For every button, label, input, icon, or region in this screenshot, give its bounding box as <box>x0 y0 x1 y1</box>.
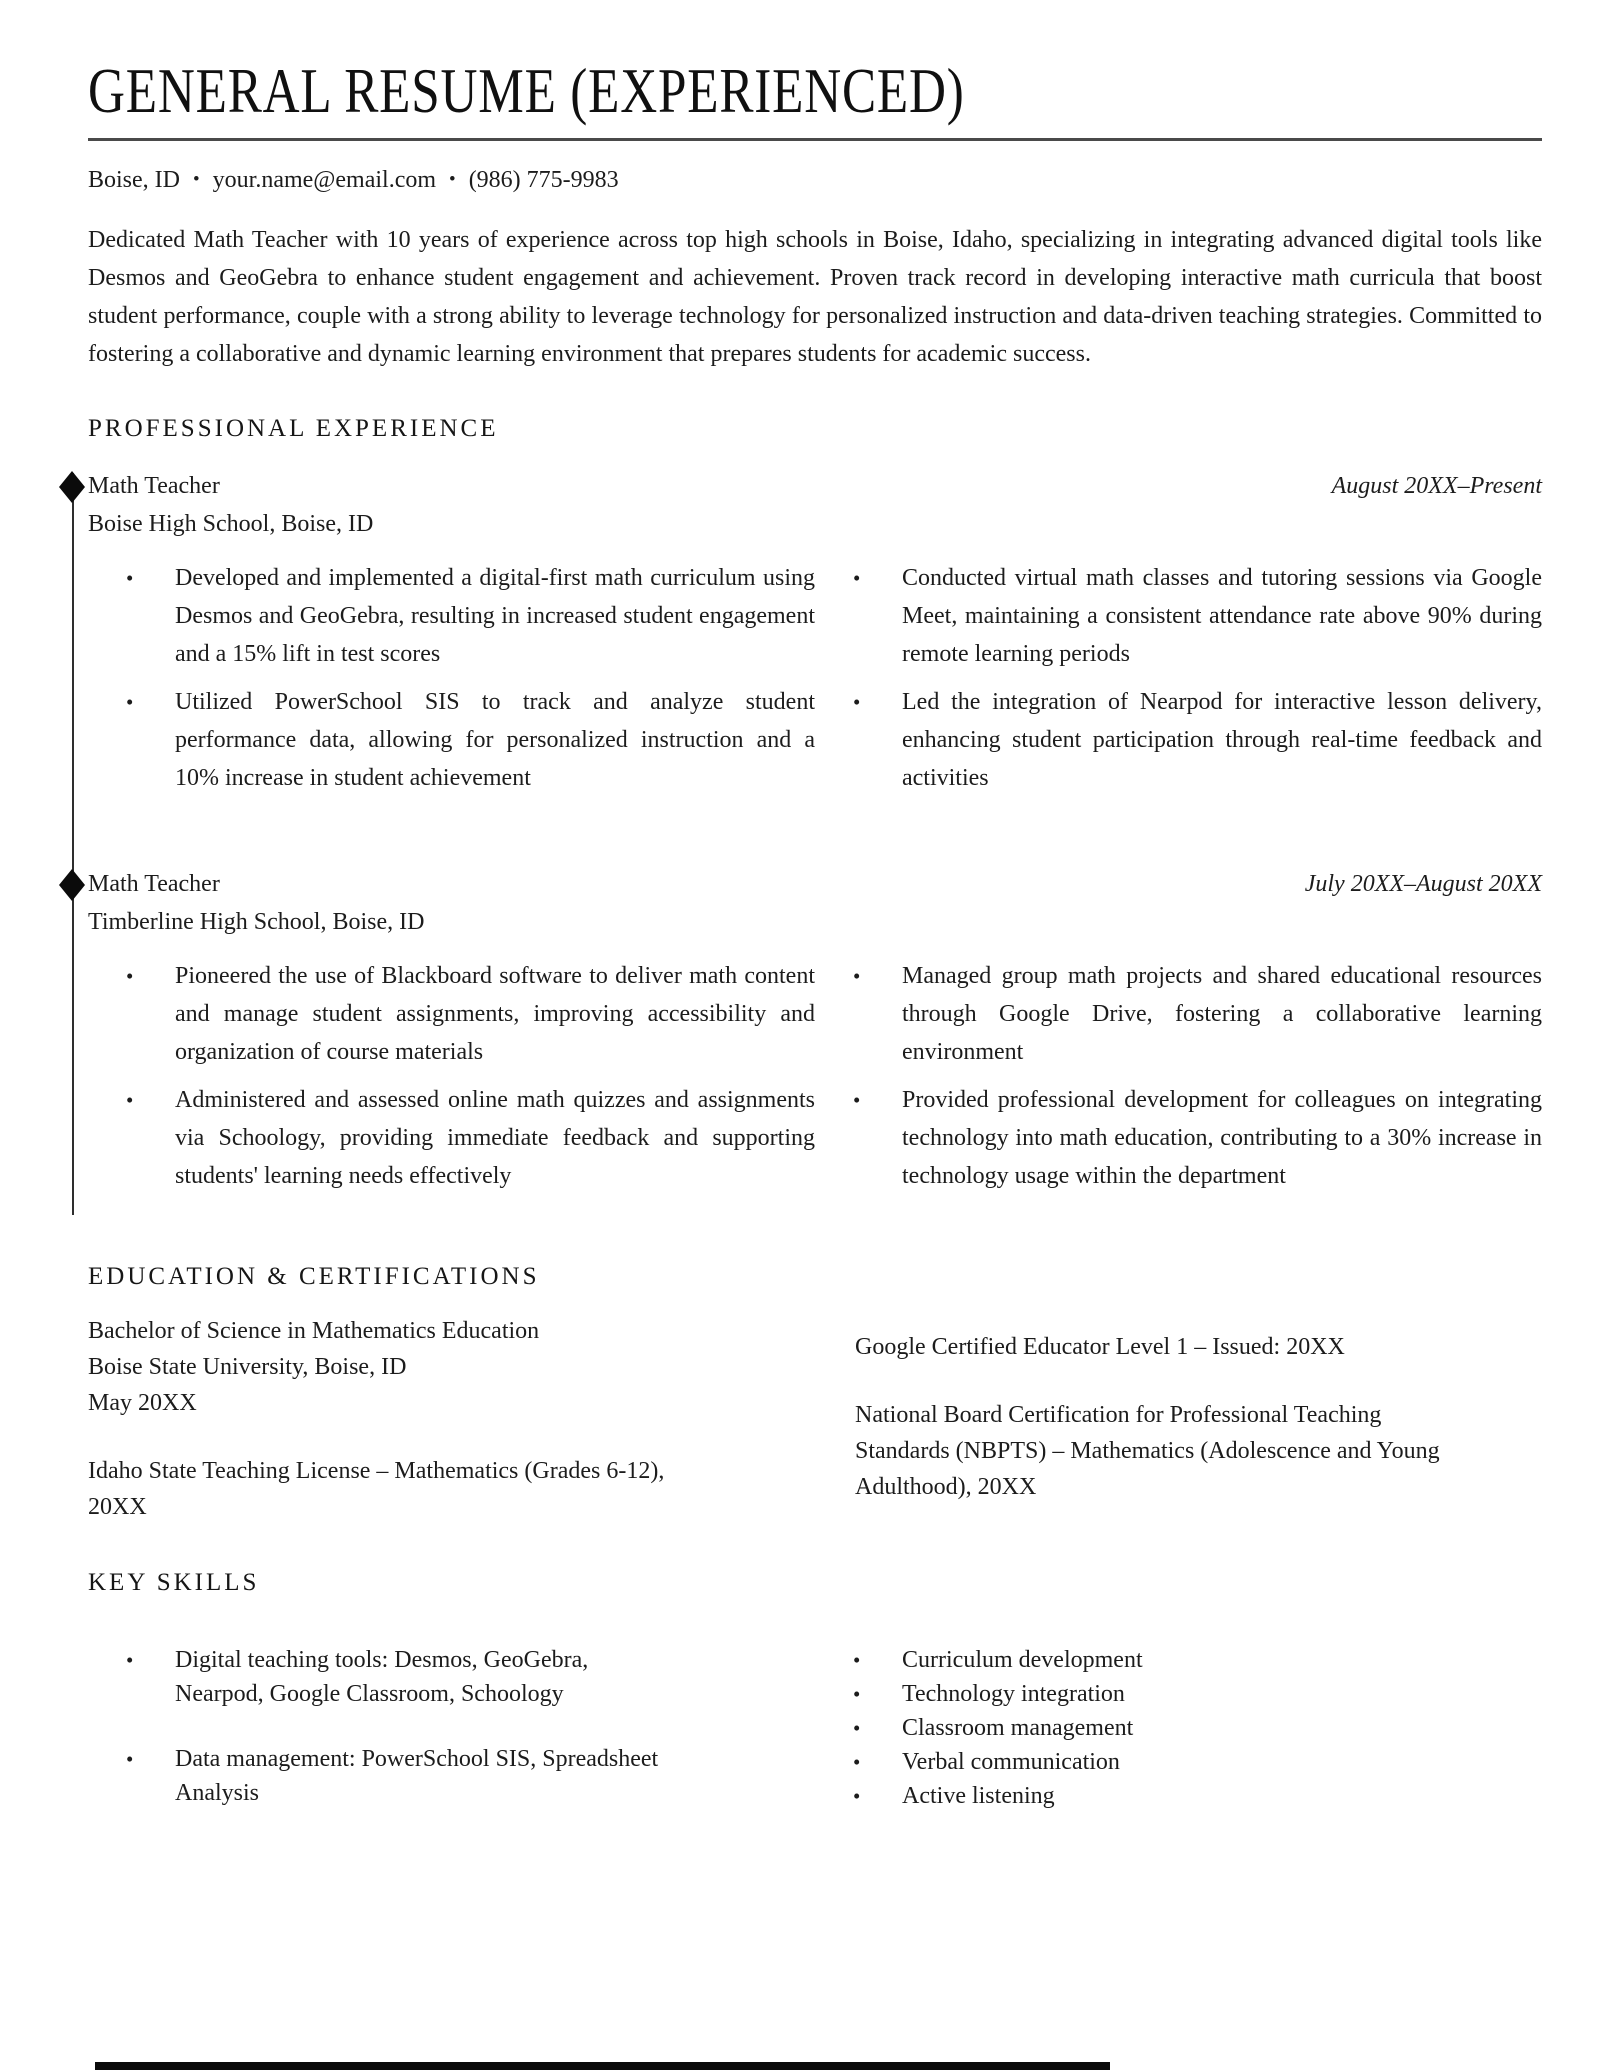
bullet-icon: • <box>126 1088 134 1112</box>
bullet-icon: • <box>126 690 134 714</box>
page-title: GENERAL RESUME (EXPERIENCED) <box>88 55 965 126</box>
job-entry <box>88 451 1542 807</box>
bullet-text: Verbal communication <box>902 1749 1120 1775</box>
bullet-icon: • <box>126 1747 134 1771</box>
education-entry <box>88 1313 728 1421</box>
skills-column-left <box>88 1643 815 1813</box>
skills-column-right <box>815 1643 1542 1813</box>
job-title-block <box>88 865 424 941</box>
job-header <box>88 467 1542 543</box>
experience-timeline <box>88 451 1542 1215</box>
experience-section <box>88 413 1542 1215</box>
bullet-icon: • <box>853 964 861 988</box>
bullet-text: Provided professional development for colleagues on integrating technology into math education, contributing to a 30% increase in technology usage within the department <box>902 1087 1542 1189</box>
education-entry <box>855 1397 1455 1505</box>
contact-item: Boise, ID <box>88 167 180 193</box>
job-bullets-left <box>88 957 815 1205</box>
experience-heading: PROFESSIONAL EXPERIENCE <box>88 415 499 442</box>
bullet-text: Active listening <box>902 1783 1055 1809</box>
contact-separator: • <box>449 169 456 190</box>
bullet-icon: • <box>853 1716 861 1740</box>
skill-item <box>88 1643 815 1711</box>
bullet-icon: • <box>126 566 134 590</box>
bullet-text: Utilized PowerSchool SIS to track and analyze student performance data, allowing for personalized instruction and a 10% increase in student achievement <box>175 689 815 791</box>
skill-item <box>88 1742 815 1810</box>
job-bullet <box>815 1081 1542 1195</box>
title-rule <box>88 138 1542 141</box>
skills-columns <box>88 1643 1542 1813</box>
education-entry-line: Idaho State Teaching License – Mathematics (Grades 6-12), 20XX <box>88 1458 665 1520</box>
job-bullet-columns <box>88 957 1542 1205</box>
education-section <box>88 1261 1542 1525</box>
job-bullet <box>815 683 1542 797</box>
job-company: Boise High School, Boise, ID <box>88 511 374 537</box>
bullet-icon: • <box>853 1648 861 1672</box>
job-title: Math Teacher <box>88 473 220 499</box>
timeline-diamond-icon <box>59 471 85 503</box>
bullet-text: Data management: PowerSchool SIS, Spreadsheet Analysis <box>175 1746 659 1806</box>
bullet-icon: • <box>853 1750 861 1774</box>
job-dates: July 20XX–August 20XX <box>1304 871 1542 897</box>
contact-separator: • <box>193 169 200 190</box>
job-bullets-right <box>815 559 1542 807</box>
education-heading: EDUCATION & CERTIFICATIONS <box>88 1263 540 1290</box>
education-entry-line: Google Certified Educator Level 1 – Issued: 20XX <box>855 1334 1345 1360</box>
education-entry-line: Bachelor of Science in Mathematics Education <box>88 1318 540 1344</box>
job-bullet <box>815 559 1542 673</box>
job-dates: August 20XX–Present <box>1331 473 1542 499</box>
job-title-block <box>88 467 373 543</box>
education-column-right <box>855 1313 1542 1525</box>
bullet-text: Digital teaching tools: Desmos, GeoGebra, Nearpod, Google Classroom, Schoology <box>175 1647 589 1707</box>
education-columns <box>88 1313 1542 1525</box>
bullet-text: Led the integration of Nearpod for interactive lesson delivery, enhancing student participation through real-time feedback and activities <box>902 689 1542 791</box>
next-page-edge-bar <box>95 2062 1110 2070</box>
job-bullet <box>88 957 815 1071</box>
timeline-diamond-icon <box>59 869 85 901</box>
skills-section <box>88 1567 1542 1813</box>
job-bullet <box>88 559 815 673</box>
contact-item: your.name@email.com <box>212 167 437 193</box>
job-company: Timberline High School, Boise, ID <box>88 909 425 935</box>
bullet-icon: • <box>126 964 134 988</box>
bullet-text: Conducted virtual math classes and tutoring sessions via Google Meet, maintaining a consistent attendance rate above 90% during remote learning periods <box>902 565 1542 667</box>
bullet-icon: • <box>853 566 861 590</box>
job-title: Math Teacher <box>88 871 220 897</box>
education-column-left <box>88 1313 775 1525</box>
skill-item <box>815 1745 1542 1779</box>
job-header <box>88 865 1542 941</box>
education-entry <box>88 1453 728 1525</box>
job-bullet <box>88 1081 815 1195</box>
bullet-icon: • <box>853 1682 861 1706</box>
contact-line <box>88 165 1542 195</box>
job-entry <box>88 849 1542 1205</box>
skills-heading: KEY SKILLS <box>88 1569 260 1596</box>
bullet-text: Developed and implemented a digital-first math curriculum using Desmos and GeoGebra, resulting in increased student engagement and a 15% lift in test scores <box>175 565 815 667</box>
job-bullet <box>815 957 1542 1071</box>
bullet-icon: • <box>853 690 861 714</box>
bullet-icon: • <box>853 1784 861 1808</box>
education-entry-line: May 20XX <box>88 1390 197 1416</box>
education-entry-line: National Board Certification for Professional Teaching Standards (NBPTS) – Mathematics (Adolescence and Young Adulthood), 20XX <box>855 1402 1440 1500</box>
job-bullets-left <box>88 559 815 807</box>
education-entry-line: Boise State University, Boise, ID <box>88 1354 407 1380</box>
contact-item: (986) 775-9983 <box>468 167 619 193</box>
education-entry <box>855 1329 1455 1365</box>
bullet-icon: • <box>853 1088 861 1112</box>
job-bullets-right <box>815 957 1542 1205</box>
bullet-text: Classroom management <box>902 1715 1134 1741</box>
skill-item <box>815 1779 1542 1813</box>
bullet-text: Pioneered the use of Blackboard software to deliver math content and manage student assignments, improving accessibility and organization of course materials <box>175 963 815 1065</box>
summary-paragraph: Dedicated Math Teacher with 10 years of experience across top high schools in Boise, Idaho, specializing in integrating advanced digital tools like Desmos and GeoGebra to enhance student engagement and achievement. Proven track record in developing interactive math curricula that boost student performance, couple with a strong ability to leverage technology for personalized instruction and data-driven teaching strategies. Committed to fostering a collaborative and dynamic learning environment that prepares students for academic success. <box>88 227 1542 367</box>
skill-item <box>815 1643 1542 1677</box>
bullet-text: Administered and assessed online math quizzes and assignments via Schoology, providing immediate feedback and supporting students' learning needs effectively <box>175 1087 815 1189</box>
job-bullet-columns <box>88 559 1542 807</box>
bullet-icon: • <box>126 1648 134 1672</box>
bullet-text: Curriculum development <box>902 1647 1143 1673</box>
bullet-text: Technology integration <box>902 1681 1125 1707</box>
skill-item <box>815 1677 1542 1711</box>
bullet-text: Managed group math projects and shared educational resources through Google Drive, fostering a collaborative learning environment <box>902 963 1542 1065</box>
job-bullet <box>88 683 815 797</box>
skill-item <box>815 1711 1542 1745</box>
